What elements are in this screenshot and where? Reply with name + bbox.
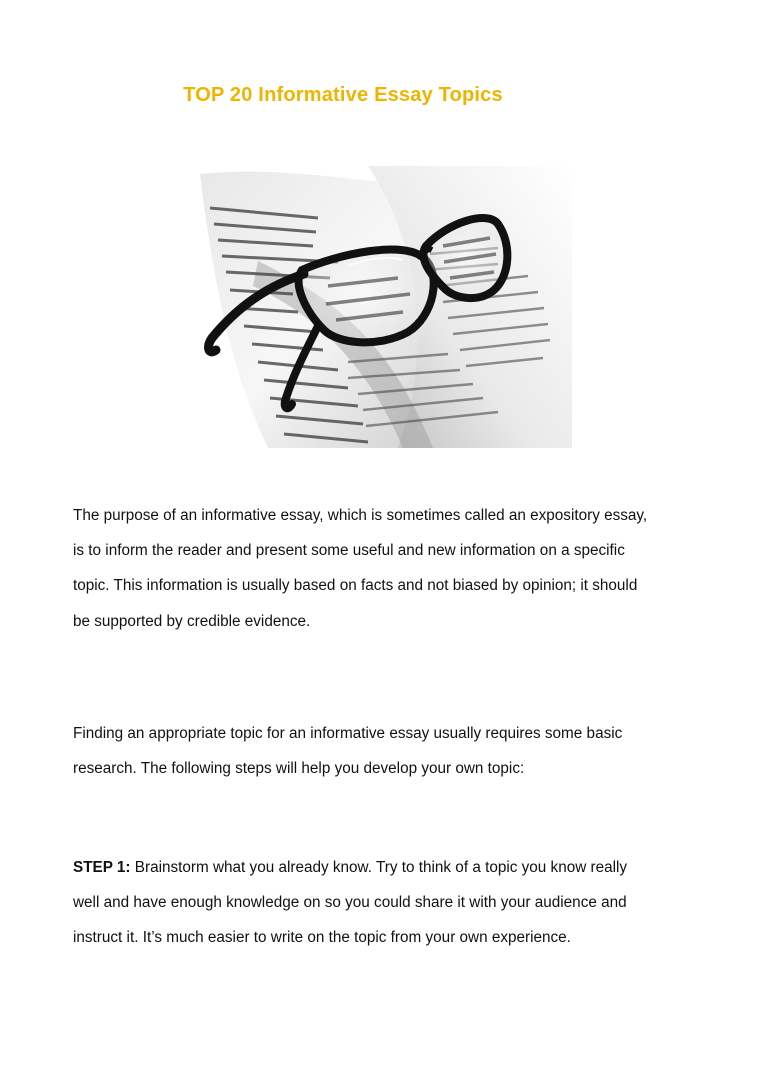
glasses-book-illustration — [198, 166, 572, 448]
paragraph-line: is to inform the reader and present some useful and new information on a specific — [73, 542, 625, 560]
paragraph-finding-topic — [73, 716, 713, 786]
paragraph-line: be supported by credible evidence. — [73, 612, 311, 630]
paragraph-purpose — [73, 498, 713, 639]
paragraph-line: topic. This information is usually based on facts and not biased by opinion; it should — [73, 577, 638, 595]
title-text: TOP 20 Informative Essay Topics — [183, 84, 503, 106]
glasses-on-book-image — [198, 166, 572, 448]
paragraph-line: Finding an appropriate topic for an informative essay usually requires some basic — [73, 725, 623, 742]
paragraph-step-1 — [73, 850, 713, 956]
paragraph-line: The purpose of an informative essay, which is sometimes called an expository essay, — [73, 507, 648, 524]
paragraph-line: well and have enough knowledge on so you could share it with your audience and — [73, 894, 627, 912]
step-text: Brainstorm what you already know. Try to think of a topic you know really — [130, 859, 628, 876]
paragraph-line: research. The following steps will help you develop your own topic: — [73, 760, 525, 778]
document-title — [0, 84, 768, 107]
paragraph-line: instruct it. It’s much easier to write on the topic from your own experience. — [73, 929, 571, 947]
step-label: STEP 1: — [73, 859, 131, 876]
paragraph-line — [73, 850, 713, 885]
